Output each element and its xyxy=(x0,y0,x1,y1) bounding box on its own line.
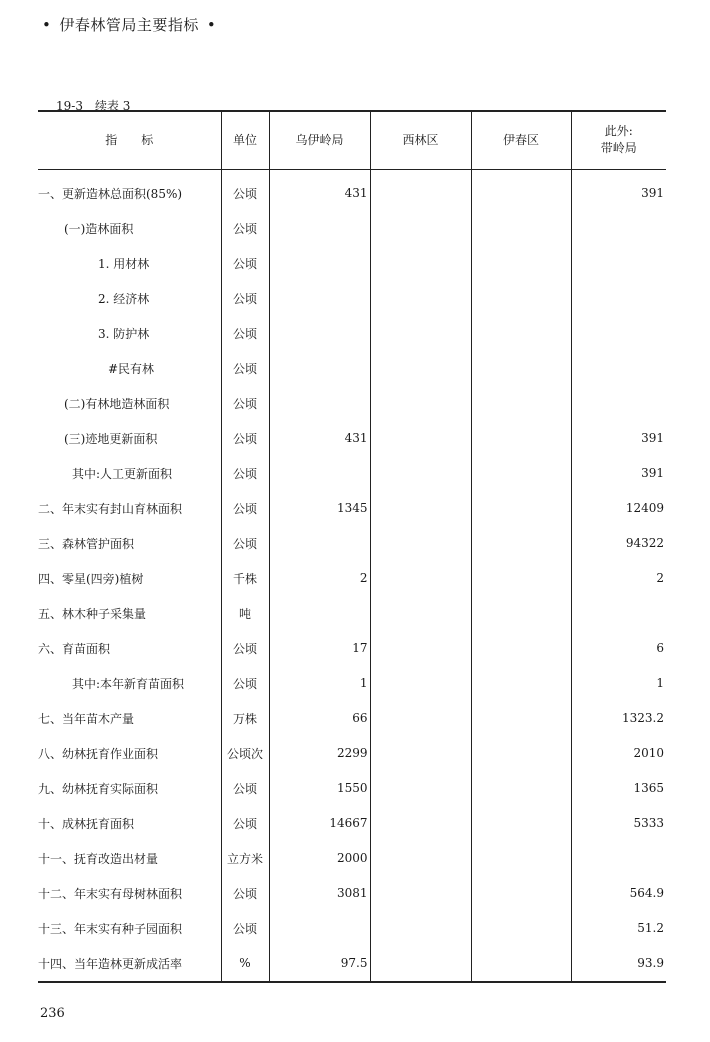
cell-xilin xyxy=(370,351,471,386)
row-indicator: (三)迹地更新面积 xyxy=(38,421,221,456)
cell-yichun xyxy=(471,386,571,421)
table-row xyxy=(38,736,666,771)
row-unit: 公顷 xyxy=(221,491,269,526)
cell-yichun xyxy=(471,456,571,491)
row-indicator: 九、幼林抚育实际面积 xyxy=(38,771,221,806)
indicator-table xyxy=(38,110,666,983)
row-unit: % xyxy=(221,946,269,982)
cell-xilin xyxy=(370,876,471,911)
row-indicator: 四、零星(四旁)植树 xyxy=(38,561,221,596)
cell-dailing: 391 xyxy=(641,466,664,480)
cell-dailing xyxy=(571,386,666,421)
row-unit: 公顷 xyxy=(221,456,269,491)
cell-xilin xyxy=(370,386,471,421)
row-unit: 公顷 xyxy=(221,316,269,351)
cell-xilin xyxy=(370,701,471,736)
table-row xyxy=(38,526,666,561)
table-row xyxy=(38,561,666,596)
table-row xyxy=(38,841,666,876)
running-header xyxy=(34,14,224,35)
row-indicator: 十二、年末实有母树林面积 xyxy=(38,876,221,911)
row-unit: 立方米 xyxy=(221,841,269,876)
cell-yichun xyxy=(471,351,571,386)
cell-wuyiling xyxy=(269,386,370,421)
cell-dailing: 2010 xyxy=(633,746,664,760)
cell-yichun xyxy=(471,491,571,526)
table-row xyxy=(38,946,666,982)
row-indicator: 八、幼林抚育作业面积 xyxy=(38,736,221,771)
cell-yichun xyxy=(471,911,571,946)
cell-wuyiling: 97.5 xyxy=(269,946,370,982)
table-row xyxy=(38,596,666,631)
cell-wuyiling xyxy=(269,281,370,316)
row-indicator: (一)造林面积 xyxy=(38,211,221,246)
cell-yichun xyxy=(471,596,571,631)
table-number: 19-3 续表 3 xyxy=(56,99,131,113)
cell-xilin xyxy=(370,526,471,561)
row-indicator: 其中:本年新育苗面积 xyxy=(38,666,221,701)
cell-xilin xyxy=(370,631,471,666)
table-header xyxy=(38,111,666,169)
row-unit: 吨 xyxy=(221,596,269,631)
row-indicator: 其中:人工更新面积 xyxy=(38,456,221,491)
table-row xyxy=(38,911,666,946)
table-row xyxy=(38,666,666,701)
row-unit: 公顷 xyxy=(221,911,269,946)
cell-yichun xyxy=(471,946,571,982)
row-unit: 万株 xyxy=(221,701,269,736)
cell-dailing xyxy=(571,211,666,246)
cell-yichun xyxy=(471,246,571,281)
row-unit: 千株 xyxy=(221,561,269,596)
row-unit: 公顷 xyxy=(221,666,269,701)
row-indicator: 七、当年苗木产量 xyxy=(38,701,221,736)
col-header-xilin: 西林区 xyxy=(370,111,471,169)
row-unit: 公顷 xyxy=(221,351,269,386)
cell-xilin xyxy=(370,771,471,806)
cell-yichun xyxy=(471,841,571,876)
col-header-dailing xyxy=(571,111,666,169)
cell-yichun xyxy=(471,771,571,806)
cell-wuyiling xyxy=(269,316,370,351)
row-unit: 公顷 xyxy=(221,386,269,421)
row-indicator: 二、年末实有封山育林面积 xyxy=(38,491,221,526)
table-row xyxy=(38,351,666,386)
col-header-indicator: 指 标 xyxy=(38,111,221,169)
cell-xilin xyxy=(370,211,471,246)
row-indicator: 三、森林管护面积 xyxy=(38,526,221,561)
table-body xyxy=(38,169,666,982)
cell-wuyiling xyxy=(269,246,370,281)
row-indicator: 十一、抚育改造出材量 xyxy=(38,841,221,876)
table-row xyxy=(38,806,666,841)
cell-xilin xyxy=(370,666,471,701)
cell-yichun xyxy=(471,736,571,771)
table-row xyxy=(38,701,666,736)
table-row xyxy=(38,211,666,246)
cell-dailing: 564.9 xyxy=(629,886,664,900)
row-unit: 公顷 xyxy=(221,631,269,666)
cell-dailing: 1323.2 xyxy=(622,711,664,725)
cell-dailing: 391 xyxy=(641,186,664,200)
table-row xyxy=(38,316,666,351)
row-unit: 公顷 xyxy=(221,281,269,316)
cell-wuyiling xyxy=(269,911,370,946)
cell-wuyiling: 2000 xyxy=(269,841,370,876)
cell-xilin xyxy=(370,736,471,771)
cell-wuyiling xyxy=(269,351,370,386)
cell-dailing: 391 xyxy=(641,431,664,445)
page-number: 236 xyxy=(40,1006,65,1021)
row-indicator: 1. 用材林 xyxy=(38,246,221,281)
table-row xyxy=(38,386,666,421)
cell-xilin xyxy=(370,316,471,351)
table-row xyxy=(38,281,666,316)
cell-dailing: 93.9 xyxy=(637,956,664,970)
cell-dailing xyxy=(571,281,666,316)
row-indicator: 2. 经济林 xyxy=(38,281,221,316)
row-indicator: 十三、年末实有种子园面积 xyxy=(38,911,221,946)
header-title: 伊春林管局主要指标 xyxy=(59,16,199,34)
cell-yichun xyxy=(471,701,571,736)
cell-yichun xyxy=(471,526,571,561)
cell-yichun xyxy=(471,561,571,596)
col-header-unit: 单位 xyxy=(221,111,269,169)
cell-xilin xyxy=(370,911,471,946)
cell-dailing xyxy=(571,316,666,351)
cell-wuyiling xyxy=(269,526,370,561)
cell-dailing: 12409 xyxy=(625,501,664,515)
table-row xyxy=(38,491,666,526)
cell-wuyiling: 14667 xyxy=(269,806,370,841)
cell-wuyiling: 1 xyxy=(269,666,370,701)
row-unit: 公顷 xyxy=(221,421,269,456)
cell-dailing: 1 xyxy=(656,676,664,690)
cell-xilin xyxy=(370,169,471,211)
cell-wuyiling xyxy=(269,596,370,631)
cell-wuyiling: 2299 xyxy=(269,736,370,771)
col-header-wuyiling: 乌伊岭局 xyxy=(269,111,370,169)
cell-wuyiling: 431 xyxy=(269,421,370,456)
cell-yichun xyxy=(471,281,571,316)
cell-wuyiling: 66 xyxy=(269,701,370,736)
table-row xyxy=(38,169,666,211)
row-indicator: 一、更新造林总面积(85%) xyxy=(38,169,221,211)
cell-dailing: 94322 xyxy=(625,536,664,550)
cell-wuyiling: 2 xyxy=(269,561,370,596)
cell-xilin xyxy=(370,841,471,876)
row-indicator: 3. 防护林 xyxy=(38,316,221,351)
cell-dailing xyxy=(571,841,666,876)
cell-xilin xyxy=(370,421,471,456)
row-unit: 公顷 xyxy=(221,876,269,911)
cell-wuyiling xyxy=(269,456,370,491)
cell-dailing: 2 xyxy=(656,571,664,585)
row-unit: 公顷 xyxy=(221,246,269,281)
cell-xilin xyxy=(370,946,471,982)
row-unit: 公顷次 xyxy=(221,736,269,771)
cell-yichun xyxy=(471,211,571,246)
header-bullet-end: • xyxy=(206,16,217,34)
row-unit: 公顷 xyxy=(221,806,269,841)
col-header-dailing-label: 带岭局 xyxy=(600,141,637,156)
cell-dailing: 51.2 xyxy=(637,921,664,935)
table-row xyxy=(38,456,666,491)
cell-dailing xyxy=(571,596,666,631)
cell-xilin xyxy=(370,456,471,491)
indicator-table-wrapper xyxy=(38,110,666,983)
cell-yichun xyxy=(471,806,571,841)
row-unit: 公顷 xyxy=(221,771,269,806)
table-row xyxy=(38,876,666,911)
cell-xilin xyxy=(370,806,471,841)
cell-yichun xyxy=(471,316,571,351)
cell-wuyiling: 431 xyxy=(269,169,370,211)
cell-yichun xyxy=(471,421,571,456)
row-indicator: 五、林木种子采集量 xyxy=(38,596,221,631)
row-unit: 公顷 xyxy=(221,526,269,561)
row-unit: 公顷 xyxy=(221,169,269,211)
cell-dailing: 6 xyxy=(656,641,664,655)
row-unit: 公顷 xyxy=(221,211,269,246)
table-row xyxy=(38,771,666,806)
cell-xilin xyxy=(370,596,471,631)
row-indicator: 六、育苗面积 xyxy=(38,631,221,666)
cell-wuyiling: 1345 xyxy=(269,491,370,526)
cell-wuyiling: 17 xyxy=(269,631,370,666)
cell-wuyiling: 3081 xyxy=(269,876,370,911)
row-indicator: 十四、当年造林更新成活率 xyxy=(38,946,221,982)
row-indicator: 十、成林抚育面积 xyxy=(38,806,221,841)
cell-yichun xyxy=(471,631,571,666)
cell-yichun xyxy=(471,876,571,911)
cell-dailing: 1365 xyxy=(633,781,664,795)
cell-dailing xyxy=(571,351,666,386)
cell-wuyiling xyxy=(269,211,370,246)
table-row xyxy=(38,246,666,281)
row-indicator: (二)有林地造林面积 xyxy=(38,386,221,421)
cell-dailing xyxy=(571,246,666,281)
header-bullet: • xyxy=(42,16,52,34)
col-header-yichun: 伊春区 xyxy=(471,111,571,169)
cell-xilin xyxy=(370,561,471,596)
cell-wuyiling: 1550 xyxy=(269,771,370,806)
cell-xilin xyxy=(370,246,471,281)
cell-xilin xyxy=(370,281,471,316)
cell-yichun xyxy=(471,169,571,211)
table-row xyxy=(38,421,666,456)
cell-yichun xyxy=(471,666,571,701)
table-row xyxy=(38,631,666,666)
row-indicator: #民有林 xyxy=(38,351,221,386)
cell-xilin xyxy=(370,491,471,526)
cell-dailing: 5333 xyxy=(633,816,664,830)
col-header-besides: 此外: xyxy=(604,124,633,139)
